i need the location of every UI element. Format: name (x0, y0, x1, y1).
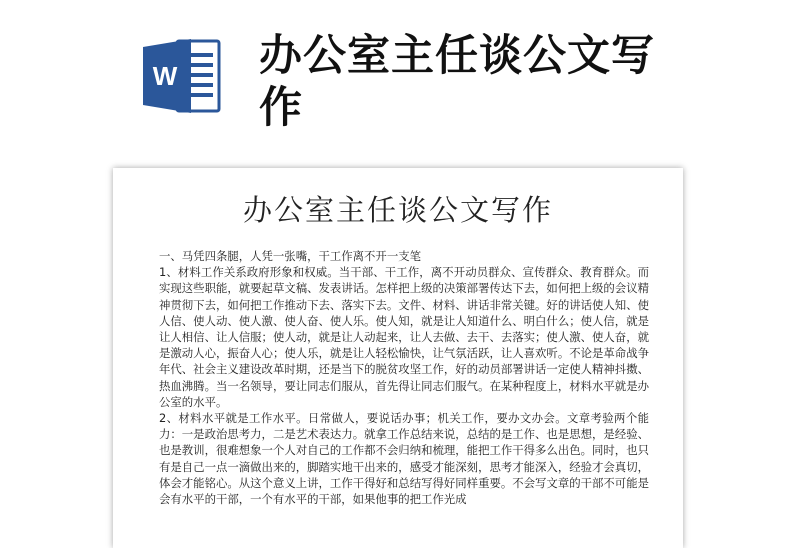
word-icon (141, 35, 223, 117)
document-paragraph: 一、马凭四条腿，人凭一张嘴，干工作离不开一支笔 (159, 249, 421, 263)
document-paragraph: 1、材料工作关系政府形象和权威。当干部、干工作，离不开动员群众、宣传群众、教育群众。而实现这些职能，就要起草文稿、发表讲话。怎样把上级的决策部署传达下去，如何把上级的会议精神贯彻下去，如何把工作推动下去、落实下去。文件、材料、讲话非常关键。好的讲话使人知、使人信、使人动、使人激、使人奋、使人乐。使人知，就是让人知道什么、明白什么；使人信，就是让人相信、让人信服；使人动，就是让人动起来，让人去做、去干、去落实；使人激、使人奋，就是激动人心，振奋人心；使人乐，就是让人轻松愉快，让气氛活跃，让人喜欢听。不论是革命战争年代、社会主义建设改革时期，还是当下的脱贫攻坚工作，好的动员部署讲话一定使人精神抖擞、热血沸腾。当一名领导，要让同志们服从，首先得让同志们服气。在某种程度上，材料水平就是办公室的水平。 (159, 265, 649, 409)
document-paragraph: 2、材料水平就是工作水平。日常做人，要说话办事；机关工作，要办文办会。文章考验两个能力：一是政治思考力，二是艺术表达力。就拿工作总结来说，总结的是工作、也是思想，是经验、也是教训，很难想象一个人对自己的工作都不会归纳和梳理，能把工作干得多么出色。同时，也只有是自己一点一滴做出来的，脚踏实地干出来的，感受才能深刻，思考才能深入，经验才会真切，体会才能铭心。从这个意义上讲，工作干得好和总结写得好同样重要。不会写文章的干部不可能是会有水平的干部，一个有水平的干部，如果他事的把工作光成 (159, 411, 649, 507)
header-title: 办公室主任谈公文写作 (259, 31, 655, 133)
word-icon-letter: W (152, 61, 178, 91)
document-title: 办公室主任谈公文写作 (242, 193, 553, 227)
document-body (159, 248, 649, 507)
banner-header (0, 0, 800, 160)
document-page (113, 168, 683, 548)
